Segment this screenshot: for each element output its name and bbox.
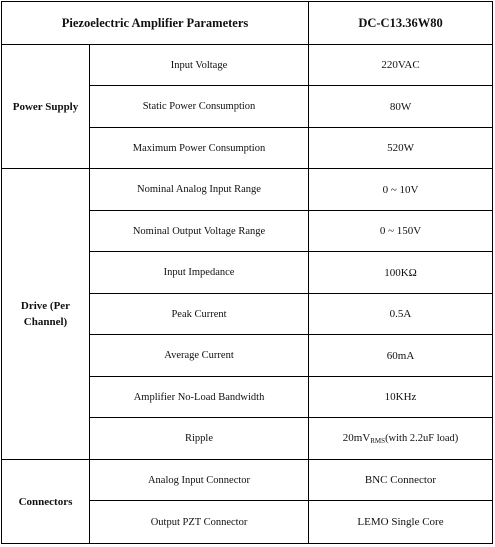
param-value: 80W [309, 86, 493, 128]
param-value-ripple [309, 418, 493, 460]
param-label: Input Impedance [90, 252, 309, 294]
param-label: Analog Input Connector [90, 460, 309, 501]
group-drive: Drive (Per Channel) [2, 169, 90, 460]
param-label: Maximum Power Consumption [90, 128, 309, 169]
ripple-note: (with 2.2uF load) [385, 433, 459, 444]
param-value: 100KΩ [309, 252, 493, 294]
ripple-value: 20mV [342, 432, 371, 444]
param-label: Output PZT Connector [90, 501, 309, 544]
param-label: Peak Current [90, 294, 309, 335]
param-value: 10KHz [309, 377, 493, 418]
param-value: 520W [309, 128, 493, 169]
param-value: 60mA [309, 335, 493, 377]
param-value: 0.5A [309, 294, 493, 335]
param-value: 220VAC [309, 45, 493, 86]
header-row [2, 2, 493, 45]
param-label: Nominal Analog Input Range [90, 169, 309, 211]
ripple-subscript: RMS [370, 437, 386, 445]
model-number: DC-C13.36W80 [309, 2, 493, 45]
param-value: 0 ~ 150V [309, 211, 493, 252]
table-row [2, 45, 493, 86]
group-connectors: Connectors [2, 460, 90, 544]
table-title: Piezoelectric Amplifier Parameters [2, 2, 309, 45]
param-label: Nominal Output Voltage Range [90, 211, 309, 252]
param-label: Input Voltage [90, 45, 309, 86]
param-label: Average Current [90, 335, 309, 377]
parameters-table [1, 1, 493, 544]
param-value: BNC Connector [309, 460, 493, 501]
table-row [2, 169, 493, 211]
param-label: Amplifier No-Load Bandwidth [90, 377, 309, 418]
param-label: Static Power Consumption [90, 86, 309, 128]
table-row [2, 460, 493, 501]
param-label: Ripple [90, 418, 309, 460]
param-value: LEMO Single Core [309, 501, 493, 544]
group-power-supply: Power Supply [2, 45, 90, 169]
param-value: 0 ~ 10V [309, 169, 493, 211]
